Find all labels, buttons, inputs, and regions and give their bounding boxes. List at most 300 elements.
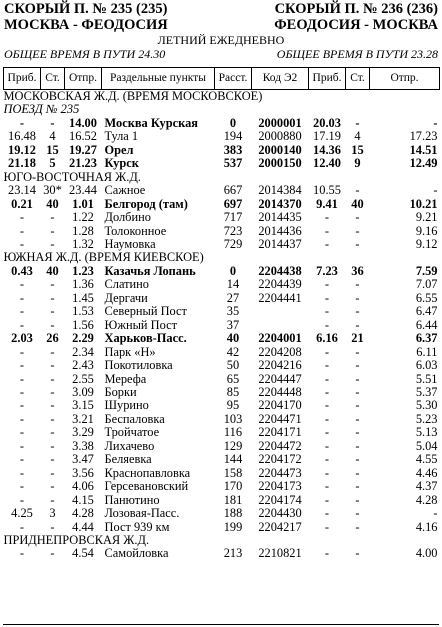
return-arrival-cell: 12.40 xyxy=(313,157,341,171)
col-code: Код Э2 xyxy=(252,68,309,90)
train-subheader xyxy=(4,103,440,116)
stop-cell: - xyxy=(50,291,55,305)
distance-cell: 35 xyxy=(226,305,240,319)
arrival-cell: - xyxy=(19,211,25,225)
arrival-cell: - xyxy=(19,116,25,130)
code-cell: 2204217 xyxy=(258,520,302,534)
distance-cell: 697 xyxy=(223,197,243,211)
station-row xyxy=(4,278,440,291)
column-header-row xyxy=(4,68,440,90)
return-arrival-cell: - xyxy=(324,385,330,399)
return-departure-cell: 7.07 xyxy=(415,278,438,292)
return-arrival-cell: 6.16 xyxy=(316,332,338,346)
station-row xyxy=(4,211,440,224)
code-cell: 2204172 xyxy=(258,453,302,467)
distance-cell: 27 xyxy=(226,291,240,305)
departure-cell: 4.28 xyxy=(72,507,94,521)
station-row xyxy=(4,117,440,130)
outbound-route: МОСКВА - ФЕОДОСИЯ xyxy=(4,17,168,33)
code-cell: 2204171 xyxy=(258,426,302,440)
arrival-cell: - xyxy=(19,385,25,399)
departure-cell: 4.44 xyxy=(72,520,94,534)
departure-cell: 21.23 xyxy=(69,157,97,171)
code-cell: 2204471 xyxy=(258,412,302,426)
departure-cell: 4.54 xyxy=(72,547,94,561)
stop-cell: - xyxy=(50,372,55,386)
return-departure-cell: 5.13 xyxy=(415,426,438,440)
departure-cell: 2.29 xyxy=(72,332,94,346)
arrival-cell: - xyxy=(19,305,25,319)
return-arrival-cell: - xyxy=(324,224,330,238)
return-stop-cell: - xyxy=(355,237,360,251)
arrival-cell: - xyxy=(19,439,25,453)
distance-cell: 103 xyxy=(223,412,243,426)
departure-cell: 1.36 xyxy=(72,278,94,292)
return-stop-cell: - xyxy=(355,385,360,399)
arrival-cell: 0.21 xyxy=(11,197,33,211)
station-row xyxy=(4,265,440,278)
arrival-cell: - xyxy=(19,453,25,467)
arrival-cell: - xyxy=(19,493,25,507)
return-arrival-cell: 14.36 xyxy=(313,143,341,157)
code-cell: 2000150 xyxy=(258,157,302,171)
return-arrival-cell: - xyxy=(324,439,330,453)
code-cell: 2000880 xyxy=(258,130,302,144)
departure-cell: 4.15 xyxy=(72,493,94,507)
return-stop-cell: - xyxy=(355,318,360,332)
return-stop-cell: 4 xyxy=(354,130,361,144)
outbound-train-title: СКОРЫЙ П. № 235 (235) xyxy=(4,1,168,17)
station-cell: Северный Пост xyxy=(104,305,187,319)
distance-cell: 188 xyxy=(223,507,243,521)
return-departure-cell: 6.37 xyxy=(415,332,438,346)
return-departure-cell: 17.23 xyxy=(409,130,438,144)
return-stop-cell: - xyxy=(355,211,360,225)
stop-cell: - xyxy=(50,359,55,373)
arrival-cell: - xyxy=(19,372,25,386)
code-cell: 2204216 xyxy=(258,359,302,373)
departure-cell: 3.21 xyxy=(72,412,94,426)
section-title: ПРИДНЕПРОВСКАЯ Ж.Д. xyxy=(3,533,150,547)
return-departure-cell: 5.23 xyxy=(415,412,438,426)
departure-cell: 2.34 xyxy=(72,345,94,359)
return-stop-cell: - xyxy=(355,412,360,426)
col-distance: Расст. xyxy=(215,68,252,90)
stop-cell: - xyxy=(50,399,55,413)
return-departure-cell: 4.55 xyxy=(415,453,438,467)
return-arrival-cell: 20.03 xyxy=(313,116,341,130)
return-stop-cell: - xyxy=(355,359,360,373)
departure-cell: 1.28 xyxy=(72,224,94,238)
distance-cell: 199 xyxy=(223,520,243,534)
code-cell: 2204439 xyxy=(258,278,302,292)
station-row xyxy=(4,144,440,157)
station-cell: Борки xyxy=(104,385,137,399)
code-cell: 2204438 xyxy=(258,264,302,278)
return-total-time: ОБЩЕЕ ВРЕМЯ В ПУТИ 23.28 xyxy=(276,47,438,61)
return-arrival-cell: - xyxy=(324,547,330,561)
station-row xyxy=(4,184,440,197)
station-row xyxy=(4,386,440,399)
return-arrival-cell: - xyxy=(324,345,330,359)
return-arrival-cell: - xyxy=(324,453,330,467)
subheader-title: ПОЕЗД № 235 xyxy=(3,103,80,117)
return-stop-cell: - xyxy=(355,547,360,561)
station-row xyxy=(4,198,440,211)
station-cell: Дергачи xyxy=(104,291,148,305)
distance-cell: 383 xyxy=(223,143,243,157)
return-stop-cell: 40 xyxy=(351,197,364,211)
arrival-cell: - xyxy=(19,466,25,480)
return-stop-cell: - xyxy=(355,305,360,319)
return-departure-cell: 7.59 xyxy=(415,264,438,278)
arrival-cell: - xyxy=(19,318,25,332)
station-cell: Казачья Лопань xyxy=(104,264,196,278)
return-stop-cell: - xyxy=(355,507,360,521)
stop-cell: - xyxy=(50,116,55,130)
code-cell: 2014435 xyxy=(258,211,302,225)
arrival-cell: - xyxy=(19,547,25,561)
station-cell: Белгород (там) xyxy=(104,197,188,211)
code-cell: 2204447 xyxy=(258,372,302,386)
station-cell: Слатино xyxy=(104,278,149,292)
station-row xyxy=(4,130,440,143)
return-departure-cell: 5.37 xyxy=(415,385,438,399)
return-stop-cell: 15 xyxy=(351,143,364,157)
arrival-cell: - xyxy=(19,278,25,292)
return-arrival-cell: - xyxy=(324,237,330,251)
return-arrival-cell: - xyxy=(324,278,330,292)
return-arrival-cell: - xyxy=(324,507,330,521)
bottom-rule xyxy=(3,624,439,625)
station-cell: Орел xyxy=(104,143,134,157)
station-cell: Беляевка xyxy=(104,453,152,467)
return-arrival-cell: - xyxy=(324,372,330,386)
return-stop-cell: - xyxy=(355,184,360,198)
station-cell: Беспаловка xyxy=(104,412,165,426)
return-departure-cell: 4.46 xyxy=(415,466,438,480)
station-row xyxy=(4,399,440,412)
station-row xyxy=(4,332,440,345)
code-cell: 2000001 xyxy=(258,116,302,130)
section-title: ЮЖНАЯ Ж.Д. (ВРЕМЯ КИЕВСКОЕ) xyxy=(3,251,204,265)
code-cell: 2204448 xyxy=(258,385,302,399)
station-cell: Мерефа xyxy=(104,372,147,386)
stop-cell: - xyxy=(50,224,55,238)
stop-cell: - xyxy=(50,426,55,440)
departure-cell: 3.09 xyxy=(72,385,94,399)
stop-cell: - xyxy=(50,439,55,453)
arrival-cell: - xyxy=(19,520,25,534)
code-cell: 2014436 xyxy=(258,224,302,238)
arrival-cell: - xyxy=(19,345,25,359)
railway-section-header xyxy=(4,171,440,184)
station-row xyxy=(4,319,440,332)
return-departure-cell: 4.28 xyxy=(415,493,438,507)
return-arrival-cell: 17.19 xyxy=(313,130,341,144)
distance-cell: 213 xyxy=(223,547,243,561)
return-departure-cell: 14.51 xyxy=(409,143,438,157)
return-route: ФЕОДОСИЯ - МОСКВА xyxy=(274,17,438,33)
departure-cell: 1.53 xyxy=(72,305,94,319)
code-cell: 2204208 xyxy=(258,345,302,359)
return-departure-cell: 6.55 xyxy=(415,291,438,305)
return-arrival-cell: - xyxy=(324,359,330,373)
schedule-note: ЛЕТНИЙ ЕЖЕДНЕВНО xyxy=(157,33,285,47)
station-row xyxy=(4,346,440,359)
code-cell: 2204170 xyxy=(258,399,302,413)
code-cell: 2204472 xyxy=(258,439,302,453)
return-departure-cell: 9.12 xyxy=(415,237,438,251)
station-row xyxy=(4,480,440,493)
station-cell: Покотиловка xyxy=(104,359,173,373)
section-title: МОСКОВСКАЯ Ж.Д. (ВРЕМЯ МОСКОВСКОЕ) xyxy=(3,89,263,103)
departure-cell: 2.55 xyxy=(72,372,94,386)
stop-cell: 15 xyxy=(46,143,59,157)
distance-cell: 50 xyxy=(226,359,240,373)
station-cell: Толоконное xyxy=(104,224,167,238)
return-arrival-cell: - xyxy=(324,493,330,507)
departure-cell: 4.06 xyxy=(72,480,94,494)
distance-cell: 723 xyxy=(223,224,243,238)
return-stop-cell: 9 xyxy=(354,157,361,171)
station-cell: Тройчатое xyxy=(104,426,160,440)
station-cell: Южный Пост xyxy=(104,318,177,332)
departure-cell: 1.23 xyxy=(72,264,94,278)
return-departure-cell: 6.11 xyxy=(416,345,438,359)
return-departure-cell: 5.30 xyxy=(415,399,438,413)
departure-cell: 3.15 xyxy=(72,399,94,413)
stop-cell: - xyxy=(50,412,55,426)
station-row xyxy=(4,373,440,386)
stop-cell: - xyxy=(50,466,55,480)
return-stop-cell: - xyxy=(355,224,360,238)
return-stop-cell: - xyxy=(355,345,360,359)
railway-section-header xyxy=(4,251,440,264)
stop-cell: 5 xyxy=(49,157,56,171)
return-departure-cell: 6.47 xyxy=(415,305,438,319)
return-arrival-cell: - xyxy=(324,291,330,305)
return-stop-cell: - xyxy=(355,291,360,305)
station-cell: Парк «Н» xyxy=(104,345,156,359)
stop-cell: 30* xyxy=(43,184,62,198)
return-arrival-cell: - xyxy=(324,412,330,426)
code-cell: 2204473 xyxy=(258,466,302,480)
station-cell: Герсевановский xyxy=(104,480,189,494)
code-cell xyxy=(252,305,309,318)
departure-cell: 1.45 xyxy=(72,291,94,305)
arrival-cell: 21.18 xyxy=(8,157,36,171)
distance-cell: 42 xyxy=(226,345,240,359)
station-row xyxy=(4,453,440,466)
station-row xyxy=(4,305,440,318)
return-stop-cell: 36 xyxy=(351,264,364,278)
station-row xyxy=(4,547,440,560)
arrival-cell: - xyxy=(19,399,25,413)
return-stop-cell: - xyxy=(355,116,360,130)
distance-cell: 158 xyxy=(223,466,243,480)
departure-cell: 3.56 xyxy=(72,466,94,480)
departure-cell: 23.44 xyxy=(69,184,97,198)
departure-cell: 3.38 xyxy=(72,439,94,453)
code-cell: 2204430 xyxy=(258,507,302,521)
departure-cell: 2.43 xyxy=(72,359,94,373)
distance-cell: 85 xyxy=(226,385,240,399)
distance-cell: 95 xyxy=(226,399,240,413)
outbound-total-time: ОБЩЕЕ ВРЕМЯ В ПУТИ 24.30 xyxy=(4,47,166,61)
return-stop-cell: - xyxy=(355,466,360,480)
distance-cell: 65 xyxy=(226,372,240,386)
return-stop-cell: - xyxy=(355,520,360,534)
arrival-cell: - xyxy=(19,224,25,238)
departure-cell: 3.29 xyxy=(72,426,94,440)
return-departure-cell: 10.21 xyxy=(409,197,438,211)
station-cell: Курск xyxy=(104,157,139,171)
arrival-cell: 16.48 xyxy=(8,130,36,144)
stop-cell: - xyxy=(50,547,55,561)
arrival-cell: 19.12 xyxy=(8,143,36,157)
station-cell: Шурино xyxy=(104,399,149,413)
return-arrival-cell: 9.41 xyxy=(316,197,338,211)
return-departure-cell: 9.16 xyxy=(415,224,438,238)
station-cell: Краснопавловка xyxy=(104,466,191,480)
return-departure-cell: 4.16 xyxy=(415,520,438,534)
return-departure-cell: 12.49 xyxy=(409,157,438,171)
return-train-title: СКОРЫЙ П. № 236 (236) xyxy=(274,1,438,17)
arrival-cell: - xyxy=(19,412,25,426)
station-cell: Долбино xyxy=(104,211,151,225)
return-stop-cell: - xyxy=(355,439,360,453)
distance-cell: 0 xyxy=(229,264,237,278)
station-row xyxy=(4,440,440,453)
departure-cell: 19.27 xyxy=(69,143,97,157)
return-stop-cell: - xyxy=(355,453,360,467)
return-stop-cell: - xyxy=(355,493,360,507)
distance-cell: 729 xyxy=(223,237,243,251)
station-cell: Лихачево xyxy=(104,439,155,453)
stop-cell: - xyxy=(50,318,55,332)
departure-cell: 1.56 xyxy=(72,318,94,332)
railway-section-header xyxy=(4,534,440,547)
code-cell: 2014384 xyxy=(258,184,302,198)
station-row xyxy=(4,413,440,426)
distance-cell: 537 xyxy=(223,157,243,171)
col-return-departure: Отпр. xyxy=(370,68,440,90)
station-row xyxy=(4,521,440,534)
arrival-cell: - xyxy=(19,359,25,373)
code-cell: 2000140 xyxy=(258,143,302,157)
return-departure-cell: 5.51 xyxy=(415,372,438,386)
stop-cell: - xyxy=(50,453,55,467)
arrival-cell: - xyxy=(19,291,25,305)
return-arrival-cell: - xyxy=(324,399,330,413)
station-cell: Лозовая-Пасс. xyxy=(104,507,180,521)
return-stop-cell: - xyxy=(355,372,360,386)
distance-cell: 40 xyxy=(226,332,240,346)
distance-cell: 144 xyxy=(223,453,243,467)
return-arrival-cell: - xyxy=(324,318,330,332)
return-departure-cell: 5.04 xyxy=(415,439,438,453)
stop-cell: 4 xyxy=(49,130,56,144)
timetable-body xyxy=(4,90,440,561)
station-row xyxy=(4,238,440,251)
code-cell: 2204173 xyxy=(258,480,302,494)
code-cell: 2210821 xyxy=(258,547,302,561)
stop-cell: - xyxy=(50,493,55,507)
return-stop-cell: - xyxy=(355,480,360,494)
station-row xyxy=(4,467,440,480)
distance-cell: 129 xyxy=(223,439,243,453)
return-departure-cell: 6.44 xyxy=(415,318,438,332)
station-row xyxy=(4,157,440,170)
code-cell: 2204001 xyxy=(258,332,302,346)
return-departure-cell: 4.00 xyxy=(415,547,438,561)
distance-cell: 667 xyxy=(223,184,243,198)
return-departure-cell: - xyxy=(433,184,438,198)
return-departure-cell: - xyxy=(433,507,438,521)
arrival-cell: - xyxy=(19,480,25,494)
code-cell: 2204441 xyxy=(258,291,302,305)
arrival-cell: - xyxy=(19,426,25,440)
stop-cell: - xyxy=(50,385,55,399)
col-return-stop: Ст. xyxy=(346,68,370,90)
stop-cell: 3 xyxy=(49,507,56,521)
return-departure-cell: - xyxy=(433,116,438,130)
return-stop-cell: 21 xyxy=(351,332,364,346)
station-cell: Тула 1 xyxy=(104,130,139,144)
col-stop: Ст. xyxy=(41,68,65,90)
return-arrival-cell: - xyxy=(324,426,330,440)
departure-cell: 16.52 xyxy=(69,130,97,144)
stop-cell: 26 xyxy=(46,332,59,346)
station-row xyxy=(4,292,440,305)
return-departure-cell: 4.37 xyxy=(415,480,438,494)
station-row xyxy=(4,225,440,238)
distance-cell: 116 xyxy=(223,426,243,440)
station-cell: Пост 939 км xyxy=(104,520,170,534)
station-cell: Москва Курская xyxy=(104,116,198,130)
station-cell: Панютино xyxy=(104,493,160,507)
return-stop-cell: - xyxy=(355,426,360,440)
arrival-cell: 23.14 xyxy=(8,184,36,198)
stop-cell: - xyxy=(50,480,55,494)
station-cell: Харьков-Пасс. xyxy=(104,332,187,346)
distance-cell: 194 xyxy=(223,130,243,144)
return-departure-cell: 9.21 xyxy=(415,211,438,225)
stop-cell: - xyxy=(50,211,55,225)
departure-cell: 1.01 xyxy=(72,197,94,211)
return-arrival-cell: 10.55 xyxy=(313,184,341,198)
stop-cell: - xyxy=(50,237,55,251)
distance-cell: 717 xyxy=(223,211,243,225)
return-stop-cell: - xyxy=(355,278,360,292)
station-cell: Сажное xyxy=(104,184,146,198)
col-departure: Отпр. xyxy=(65,68,102,90)
return-arrival-cell: 7.23 xyxy=(316,264,338,278)
return-arrival-cell: - xyxy=(324,211,330,225)
return-stop-cell: - xyxy=(355,399,360,413)
section-title: ЮГО-ВОСТОЧНАЯ Ж.Д. xyxy=(3,170,141,184)
col-return-arrival: Приб. xyxy=(309,68,346,90)
departure-cell: 14.00 xyxy=(69,116,97,130)
departure-cell: 1.32 xyxy=(72,237,94,251)
arrival-cell: 4.25 xyxy=(11,507,33,521)
station-row xyxy=(4,494,440,507)
timetable xyxy=(3,67,440,561)
station-cell: Наумовка xyxy=(104,237,156,251)
return-departure-cell: 6.03 xyxy=(415,359,438,373)
code-cell: 2014370 xyxy=(258,197,302,211)
